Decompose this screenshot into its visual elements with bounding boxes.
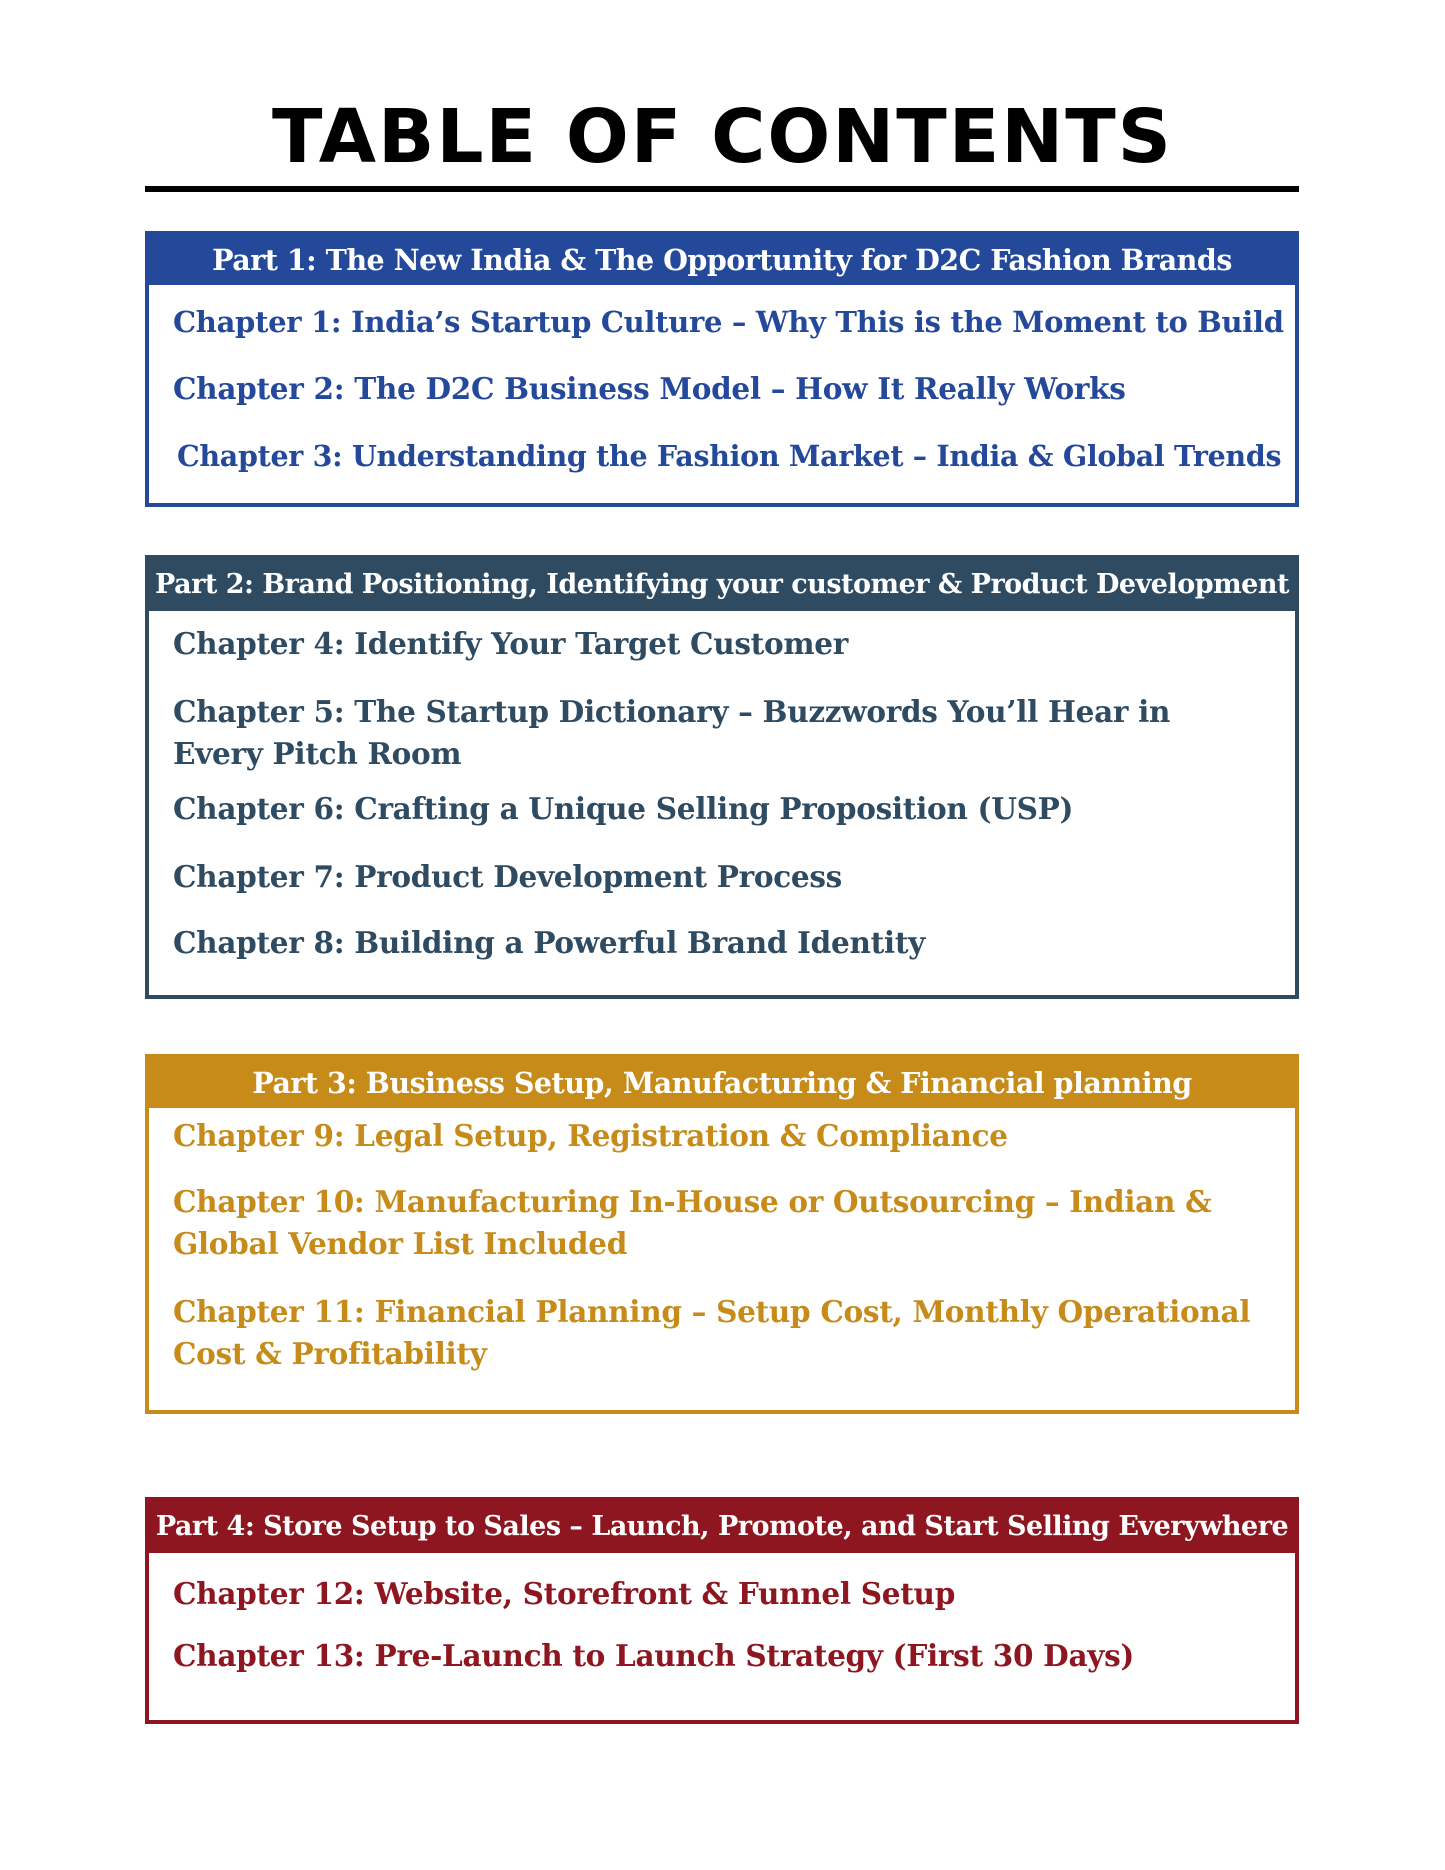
chapter-10-link[interactable]: Chapter 10: Manufacturing In-House or Outsourcing – Indian & Global Vendor List Included: [173, 1184, 1212, 1261]
chapter-6-link[interactable]: Chapter 6: Crafting a Unique Selling Proposition (USP): [173, 791, 1074, 826]
chapter-8-link[interactable]: Chapter 8: Building a Powerful Brand Identity: [173, 925, 925, 960]
chapter-13-link[interactable]: Chapter 13: Pre-Launch to Launch Strategy (First 30 Days): [173, 1638, 1135, 1673]
chapter-9-link[interactable]: Chapter 9: Legal Setup, Registration & Compliance: [173, 1118, 1008, 1153]
chapter-12-link[interactable]: Chapter 12: Website, Storefront & Funnel Setup: [173, 1576, 956, 1611]
chapter-4-link[interactable]: Chapter 4: Identify Your Target Customer: [173, 626, 849, 661]
part-2-header: Part 2: Brand Positioning, Identifying your customer & Product Development: [149, 559, 1295, 611]
title-divider: [145, 186, 1299, 192]
part-3-section: [145, 1054, 1299, 1414]
chapter-7-link[interactable]: Chapter 7: Product Development Process: [173, 859, 842, 894]
page-title: TABLE OF CONTENTS: [272, 94, 1173, 180]
part-4-section: [145, 1497, 1299, 1724]
chapter-3-link[interactable]: Chapter 3: Understanding the Fashion Market – India & Global Trends: [177, 439, 1282, 473]
part-4-header: Part 4: Store Setup to Sales – Launch, Promote, and Start Selling Everywhere: [149, 1501, 1295, 1553]
chapter-11-link[interactable]: Chapter 11: Financial Planning – Setup Cost, Monthly Operational Cost & Profitability: [173, 1294, 1251, 1371]
part-2-section: [145, 555, 1299, 999]
part-1-section: [145, 231, 1299, 507]
part-3-header: Part 3: Business Setup, Manufacturing & Financial planning: [149, 1058, 1295, 1108]
chapter-1-link[interactable]: Chapter 1: India’s Startup Culture – Why This is the Moment to Build: [173, 305, 1284, 339]
chapter-2-link[interactable]: Chapter 2: The D2C Business Model – How It Really Works: [173, 371, 1126, 406]
part-1-header: Part 1: The New India & The Opportunity for D2C Fashion Brands: [149, 235, 1295, 285]
chapter-5-link[interactable]: Chapter 5: The Startup Dictionary – Buzzwords You’ll Hear in Every Pitch Room: [173, 694, 1171, 771]
